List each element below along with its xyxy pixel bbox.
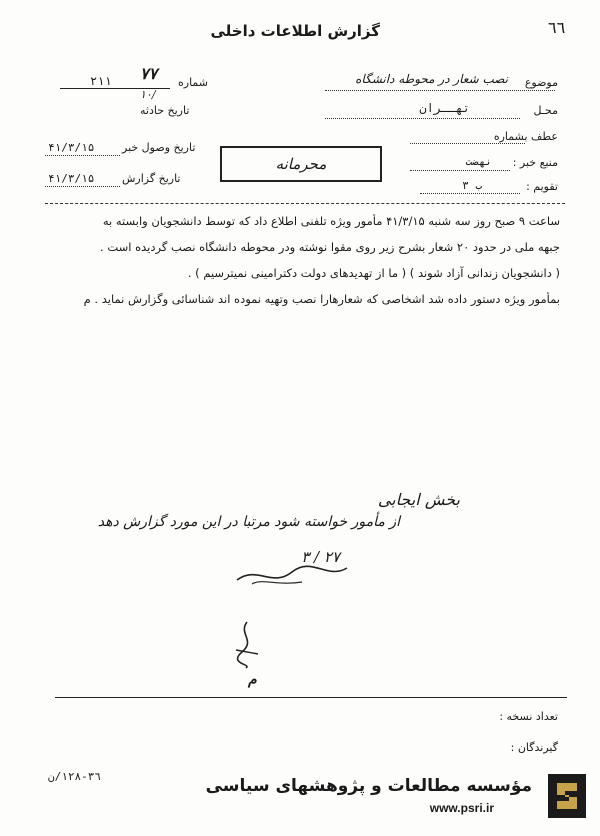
handwritten-date: ۲۷ / ۳: [301, 548, 340, 566]
org-name: مؤسسه مطالعات و پژوهشهای سیاسی: [205, 776, 532, 796]
report-date-underline: [45, 186, 120, 187]
report-date-value: ۴۱/۳/۱۵: [48, 172, 95, 185]
number-underline: [60, 88, 170, 89]
subject-underline: [325, 90, 555, 91]
handwritten-note-2: از مأمور خواسته شود مرتبا در این مورد گزارش دهد: [97, 514, 400, 530]
receive-date-underline: [45, 155, 120, 156]
location-value: تهــران: [419, 101, 470, 115]
handwritten-signature: [232, 560, 352, 590]
calendar-underline: [420, 193, 520, 194]
number-value: ۲۱۱: [90, 74, 112, 88]
body-line-1: ساعت ۹ صبح روز سه شنبه ۴۱/۳/۱۵ مأمور ویژه تلفنی اطلاع داد که توسط دانشجویان وابسته به: [102, 214, 560, 228]
reference-label: عطف بشماره: [493, 130, 558, 143]
event-date-label: تاریخ حادثه: [140, 104, 190, 117]
confidential-stamp: [220, 146, 382, 182]
body-line-3: ( دانشجویان زندانی آزاد شوند ) ( ما از تهدیدهای دولت دکترامینی نمیترسیم ) .: [187, 266, 560, 280]
receive-date-label: تاریخ وصول خبر: [122, 141, 196, 154]
body-line-4: بمأمور ویژه دستور داده شد اشخاصی که شعارهارا نصب وتهیه نموده اند شناسائی وگزارش نماید . م: [83, 292, 560, 306]
handwritten-mark: م: [248, 672, 257, 688]
psri-logo: [548, 774, 586, 818]
handwritten-scribble: [232, 620, 262, 670]
subject-value: نصب شعار در محوطه دانشگاه: [355, 72, 508, 86]
handwritten-note-1: بخش ایجابی: [377, 490, 460, 509]
org-url: www.psri.ir: [429, 801, 494, 815]
source-value: نهضت: [465, 155, 492, 168]
calendar-value: ب ۳: [462, 179, 482, 192]
psri-logo-icon: [553, 779, 581, 813]
report-date-label: تاریخ گزارش: [122, 172, 181, 185]
subject-label: موضوع: [524, 76, 558, 89]
location-underline: [325, 118, 520, 119]
document-title: گزارش اطلاعات داخلی: [210, 22, 380, 40]
stamp-text: محرمانه: [275, 155, 327, 173]
source-label: منبع خبر :: [512, 156, 558, 169]
calendar-label: تقویم :: [526, 180, 558, 193]
number-sub: ۱۰/: [140, 88, 156, 101]
footer-separator: [55, 697, 567, 698]
body-line-2: جبهه ملی در حدود ۲۰ شعار بشرح زیر روی مقوا نوشته ودر محوطه دانشگاه نصب گردیده است .: [100, 240, 560, 254]
source-underline: [410, 170, 510, 171]
recipients-label: گیرندگان :: [510, 741, 558, 754]
reference-underline: [410, 143, 525, 144]
form-code: ٣٦-١٢٨/ن: [48, 770, 101, 783]
receive-date-value: ۴۱/۳/۱۵: [48, 141, 95, 154]
location-label: محـل: [533, 104, 558, 117]
header-separator: [45, 203, 565, 204]
corner-mark: ٦٦: [548, 18, 566, 37]
copies-label: تعداد نسخه :: [499, 710, 558, 723]
number-label: شماره: [178, 76, 209, 89]
number-handwritten: ۷۷: [140, 64, 158, 83]
